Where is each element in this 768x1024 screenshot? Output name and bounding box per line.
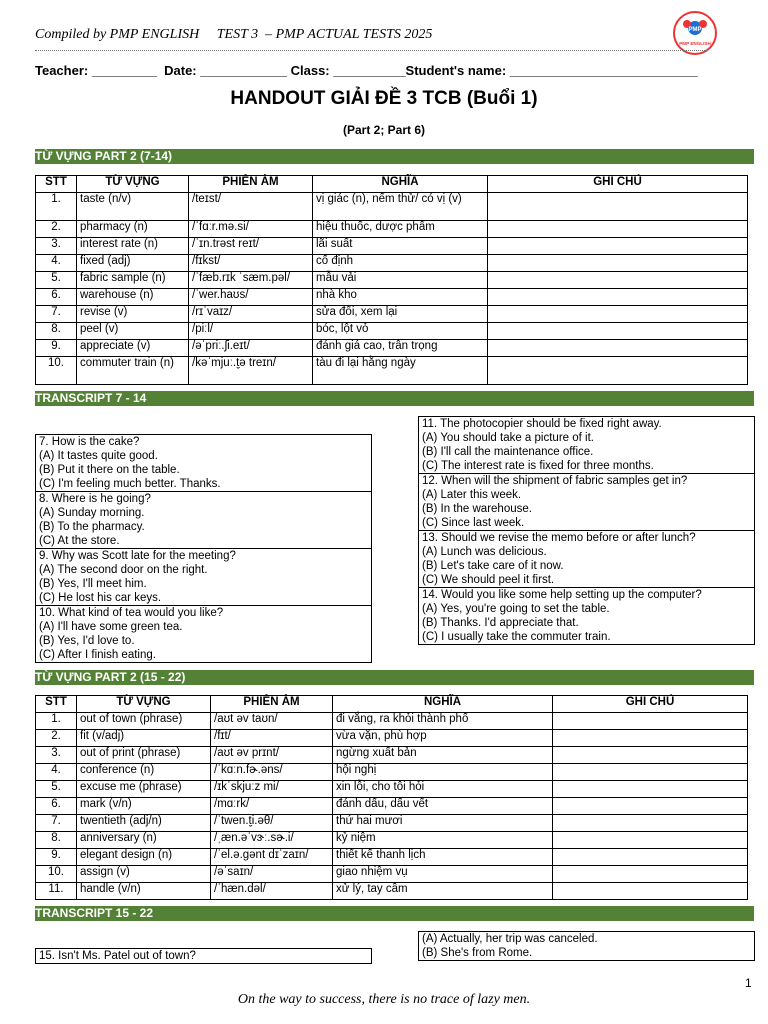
cell-note <box>553 815 748 832</box>
cell-note <box>488 238 748 255</box>
table-row <box>36 730 748 747</box>
cell-stt: 4. <box>36 255 77 272</box>
vocab-table-1 <box>35 175 748 385</box>
cell-stt: 8. <box>36 323 77 340</box>
cell-phonetic: /mɑːrk/ <box>211 798 333 815</box>
cell-word: taste (n/v) <box>77 193 189 221</box>
cell-word: out of town (phrase) <box>77 713 211 730</box>
cell-word: twentieth (adj/n) <box>77 815 211 832</box>
transcript-section-1-header: TRANSCRIPT 7 - 14 <box>35 391 754 406</box>
cell-meaning: vị giác (n), nếm thử/ có vị (v) <box>313 193 488 221</box>
cell-stt: 7. <box>36 306 77 323</box>
cell-meaning: lãi suất <box>313 238 488 255</box>
cell-meaning: vừa vặn, phù hợp <box>333 730 553 747</box>
cell-meaning: thiết kế thanh lịch <box>333 849 553 866</box>
transcript-question-block <box>36 492 371 549</box>
answer-option: (B) Thanks. I'd appreciate that. <box>422 617 579 629</box>
table-row <box>36 255 748 272</box>
cell-phonetic: /ˈfɑːr.mə.si/ <box>189 221 313 238</box>
cell-stt: 5. <box>36 272 77 289</box>
question-text: 8. Where is he going? <box>39 493 151 505</box>
answer-option: (B) I'll call the maintenance office. <box>422 446 594 458</box>
cell-stt: 10. <box>36 866 77 883</box>
table-row <box>36 713 748 730</box>
table-row <box>36 798 748 815</box>
cell-stt: 3. <box>36 747 77 764</box>
transcript-question-block <box>419 417 754 474</box>
cell-phonetic: /rɪˈvaɪz/ <box>189 306 313 323</box>
cell-stt: 9. <box>36 849 77 866</box>
answer-option: (B) Put it there on the table. <box>39 464 180 476</box>
page-title: HANDOUT GIẢI ĐỀ 3 TCB (Buổi 1) <box>230 88 538 109</box>
cell-meaning: đánh giá cao, trân trọng <box>313 340 488 357</box>
table-row <box>36 289 748 306</box>
cell-meaning: cố định <box>313 255 488 272</box>
cell-phonetic: /əˈsaɪn/ <box>211 866 333 883</box>
answer-option: (C) We should peel it first. <box>422 574 555 586</box>
table-row <box>36 815 748 832</box>
transcript-question-block <box>36 949 371 963</box>
answer-option: (A) I'll have some green tea. <box>39 621 183 633</box>
cell-note <box>553 798 748 815</box>
transcript-question-block <box>419 932 754 960</box>
answer-option: (B) Yes, I'll meet him. <box>39 578 147 590</box>
cell-meaning: ngừng xuất bản <box>333 747 553 764</box>
transcript-2-left-box <box>35 948 372 964</box>
vocab-section-2-header: TỪ VỰNG PART 2 (15 - 22) <box>35 670 754 685</box>
question-text: 7. How is the cake? <box>39 436 140 448</box>
cell-stt: 5. <box>36 781 77 798</box>
vocab-section-1-header: TỪ VỰNG PART 2 (7-14) <box>35 149 754 164</box>
cell-word: interest rate (n) <box>77 238 189 255</box>
cell-phonetic: /ˈfæb.rɪk ˈsæm.pəl/ <box>189 272 313 289</box>
answer-option: (B) Let's take care of it now. <box>422 560 564 572</box>
question-text: 14. Would you like some help setting up the computer? <box>422 589 702 601</box>
table-row <box>36 883 748 900</box>
column-header-meaning: NGHĨA <box>313 176 488 193</box>
cell-meaning: hội nghị <box>333 764 553 781</box>
cell-word: elegant design (n) <box>77 849 211 866</box>
cell-meaning: nhà kho <box>313 289 488 306</box>
cell-phonetic: /fɪt/ <box>211 730 333 747</box>
answer-option: (A) Later this week. <box>422 489 522 501</box>
question-text: 10. What kind of tea would you like? <box>39 607 224 619</box>
cell-meaning: xin lỗi, cho tôi hỏi <box>333 781 553 798</box>
cell-phonetic: /ˈtwen.t̬i.əθ/ <box>211 815 333 832</box>
table-row <box>36 849 748 866</box>
cell-word: commuter train (n) <box>77 357 189 385</box>
cell-note <box>553 747 748 764</box>
answer-option: (C) After I finish eating. <box>39 649 156 661</box>
cell-phonetic: /ˈkɑːn.fɚ.əns/ <box>211 764 333 781</box>
cell-word: warehouse (n) <box>77 289 189 306</box>
cell-meaning: sửa đổi, xem lại <box>313 306 488 323</box>
answer-option: (B) To the pharmacy. <box>39 521 145 533</box>
cell-phonetic: /piːl/ <box>189 323 313 340</box>
cell-note <box>488 289 748 306</box>
answer-option: (A) You should take a picture of it. <box>422 432 594 444</box>
vocab-table-2-header <box>36 696 748 713</box>
cell-phonetic: /aʊt əv prɪnt/ <box>211 747 333 764</box>
page-subtitle: (Part 2; Part 6) <box>342 123 426 137</box>
answer-option: (A) The second door on the right. <box>39 564 208 576</box>
svg-text:PMP ENGLISH: PMP ENGLISH <box>679 41 711 46</box>
cell-meaning: xử lý, tay cầm <box>333 883 553 900</box>
answer-option: (A) It tastes quite good. <box>39 450 158 462</box>
table-row <box>36 221 748 238</box>
cell-word: assign (v) <box>77 866 211 883</box>
cell-meaning: đi vắng, ra khỏi thành phố <box>333 713 553 730</box>
question-text: 11. The photocopier should be fixed right away. <box>422 418 662 430</box>
transcript-question-block <box>36 606 371 662</box>
cell-word: revise (v) <box>77 306 189 323</box>
table-row <box>36 357 748 385</box>
cell-meaning: kỷ niệm <box>333 832 553 849</box>
answer-option: (A) Sunday morning. <box>39 507 145 519</box>
cell-meaning: giao nhiệm vụ <box>333 866 553 883</box>
cell-note <box>488 272 748 289</box>
cell-note <box>488 357 748 385</box>
cell-word: mark (v/n) <box>77 798 211 815</box>
cell-meaning: bóc, lột vỏ <box>313 323 488 340</box>
vocab-table-1-header <box>36 176 748 193</box>
table-row <box>36 272 748 289</box>
cell-stt: 6. <box>36 289 77 306</box>
question-text: 12. When will the shipment of fabric samples get in? <box>422 475 688 487</box>
student-info-fields: Teacher: _________ Date: ____________ Class: __________Student's name: __________________________ <box>35 63 698 78</box>
cell-note <box>488 193 748 221</box>
cell-note <box>488 323 748 340</box>
cell-word: fit (v/adj) <box>77 730 211 747</box>
transcript-2-right-box <box>418 931 755 961</box>
question-text: 15. Isn't Ms. Patel out of town? <box>39 950 196 962</box>
transcript-1-right-box <box>418 416 755 645</box>
cell-phonetic: /ˈɪn.trəst reɪt/ <box>189 238 313 255</box>
answer-option: (A) Lunch was delicious. <box>422 546 547 558</box>
transcript-question-block <box>419 531 754 588</box>
cell-stt: 1. <box>36 193 77 221</box>
answer-option: (C) Since last week. <box>422 517 525 529</box>
transcript-question-block <box>36 549 371 606</box>
answer-option: (C) He lost his car keys. <box>39 592 162 604</box>
cell-stt: 7. <box>36 815 77 832</box>
table-row <box>36 323 748 340</box>
cell-word: appreciate (v) <box>77 340 189 357</box>
question-text: 9. Why was Scott late for the meeting? <box>39 550 236 562</box>
cell-note <box>553 883 748 900</box>
transcript-1-left-box <box>35 434 372 663</box>
cell-stt: 4. <box>36 764 77 781</box>
column-header-note: GHI CHÚ <box>553 696 748 713</box>
answer-option: (B) Yes, I'd love to. <box>39 635 135 647</box>
cell-note <box>553 849 748 866</box>
cell-word: peel (v) <box>77 323 189 340</box>
cell-stt: 2. <box>36 730 77 747</box>
cell-note <box>488 340 748 357</box>
table-row <box>36 306 748 323</box>
page-number: 1 <box>745 976 752 990</box>
transcript-question-block <box>36 435 371 492</box>
table-row <box>36 866 748 883</box>
cell-note <box>553 764 748 781</box>
cell-stt: 3. <box>36 238 77 255</box>
cell-phonetic: /əˈpriː.ʃi.eɪt/ <box>189 340 313 357</box>
cell-word: conference (n) <box>77 764 211 781</box>
table-row <box>36 764 748 781</box>
cell-note <box>553 781 748 798</box>
cell-stt: 1. <box>36 713 77 730</box>
column-header-note: GHI CHÚ <box>488 176 748 193</box>
transcript-question-block <box>419 474 754 531</box>
question-text: 13. Should we revise the memo before or after lunch? <box>422 532 696 544</box>
cell-stt: 8. <box>36 832 77 849</box>
cell-word: pharmacy (n) <box>77 221 189 238</box>
cell-word: fabric sample (n) <box>77 272 189 289</box>
cell-phonetic: /kəˈmjuː.t̬ə treɪn/ <box>189 357 313 385</box>
cell-note <box>553 713 748 730</box>
cell-word: anniversary (n) <box>77 832 211 849</box>
cell-note <box>488 221 748 238</box>
svg-text:PMP: PMP <box>688 27 702 33</box>
answer-option: (B) She's from Rome. <box>422 947 533 959</box>
compiled-by-header: Compiled by PMP ENGLISH TEST 3 – PMP ACTUAL TESTS 2025 <box>35 27 433 42</box>
cell-meaning: đánh dấu, dấu vết <box>333 798 553 815</box>
answer-option: (C) I'm feeling much better. Thanks. <box>39 478 221 490</box>
cell-word: fixed (adj) <box>77 255 189 272</box>
cell-note <box>488 306 748 323</box>
answer-option: (C) I usually take the commuter train. <box>422 631 611 643</box>
table-row <box>36 832 748 849</box>
cell-note <box>488 255 748 272</box>
cell-meaning: tàu đi lại hằng ngày <box>313 357 488 385</box>
footer-quote: On the way to success, there is no trace of lazy men. <box>237 992 531 1007</box>
cell-phonetic: /ˈwer.haʊs/ <box>189 289 313 306</box>
answer-option: (C) The interest rate is fixed for three months. <box>422 460 654 472</box>
cell-meaning: hiệu thuốc, dược phẩm <box>313 221 488 238</box>
table-row <box>36 193 748 221</box>
cell-note <box>553 730 748 747</box>
cell-phonetic: /aʊt əv taʊn/ <box>211 713 333 730</box>
cell-stt: 6. <box>36 798 77 815</box>
column-header-stt: STT <box>36 176 77 193</box>
vocab-table-2 <box>35 695 748 900</box>
cell-meaning: mẫu vải <box>313 272 488 289</box>
cell-phonetic: /ˈel.ə.ɡənt dɪˈzaɪn/ <box>211 849 333 866</box>
cell-phonetic: /fɪkst/ <box>189 255 313 272</box>
cell-stt: 9. <box>36 340 77 357</box>
cell-phonetic: /ɪkˈskjuːz mi/ <box>211 781 333 798</box>
cell-note <box>553 832 748 849</box>
header-divider <box>35 50 707 51</box>
table-row <box>36 238 748 255</box>
transcript-section-2-header: TRANSCRIPT 15 - 22 <box>35 906 754 921</box>
cell-stt: 10. <box>36 357 77 385</box>
cell-note <box>553 866 748 883</box>
cell-phonetic: /ˈhæn.dəl/ <box>211 883 333 900</box>
transcript-question-block <box>419 588 754 644</box>
column-header-phonetic: PHIÊN ÂM <box>189 176 313 193</box>
cell-phonetic: /teɪst/ <box>189 193 313 221</box>
column-header-phonetic: PHIÊN ÂM <box>211 696 333 713</box>
column-header-stt: STT <box>36 696 77 713</box>
table-row <box>36 747 748 764</box>
answer-option: (A) Actually, her trip was canceled. <box>422 933 598 945</box>
column-header-word: TỪ VỰNG <box>77 176 189 193</box>
cell-word: out of print (phrase) <box>77 747 211 764</box>
cell-stt: 2. <box>36 221 77 238</box>
answer-option: (C) At the store. <box>39 535 120 547</box>
answer-option: (B) In the warehouse. <box>422 503 532 515</box>
cell-phonetic: /ˌæn.əˈvɝː.sɚ.i/ <box>211 832 333 849</box>
cell-stt: 11. <box>36 883 77 900</box>
table-row <box>36 781 748 798</box>
answer-option: (A) Yes, you're going to set the table. <box>422 603 610 615</box>
cell-word: excuse me (phrase) <box>77 781 211 798</box>
column-header-meaning: NGHĨA <box>333 696 553 713</box>
cell-meaning: thứ hai mươi <box>333 815 553 832</box>
table-row <box>36 340 748 357</box>
column-header-word: TỪ VỰNG <box>77 696 211 713</box>
cell-word: handle (v/n) <box>77 883 211 900</box>
